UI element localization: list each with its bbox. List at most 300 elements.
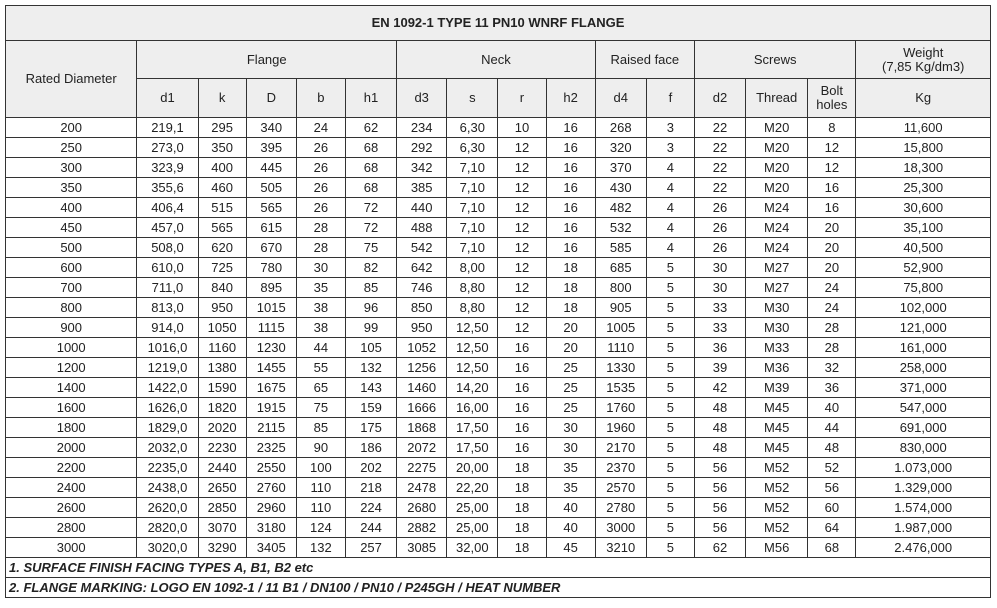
table-cell: 1868 <box>397 418 447 438</box>
table-cell: 610,0 <box>137 258 198 278</box>
table-cell: 121,000 <box>856 318 991 338</box>
table-cell: M20 <box>746 158 808 178</box>
table-cell: 35 <box>546 458 595 478</box>
table-cell: 18,300 <box>856 158 991 178</box>
table-cell: 36 <box>808 378 856 398</box>
table-cell: 14,20 <box>447 378 498 398</box>
flange-spec-sheet <box>5 5 991 598</box>
table-cell: 52,900 <box>856 258 991 278</box>
table-cell: 35 <box>546 478 595 498</box>
table-cell: 2370 <box>595 458 646 478</box>
table-cell: M30 <box>746 318 808 338</box>
table-cell: 1016,0 <box>137 338 198 358</box>
table-cell: 16 <box>546 158 595 178</box>
table-cell: 52 <box>808 458 856 478</box>
table-cell: 72 <box>345 218 396 238</box>
table-cell: 725 <box>198 258 246 278</box>
table-cell: 3290 <box>198 538 246 558</box>
rated-diameter-cell: 2600 <box>6 498 137 518</box>
table-cell: 16 <box>498 438 546 458</box>
rated-diameter-cell: 500 <box>6 238 137 258</box>
table-cell: 24 <box>296 118 345 138</box>
table-cell: 292 <box>397 138 447 158</box>
table-cell: 4 <box>646 218 694 238</box>
table-row <box>6 338 991 358</box>
table-cell: 35,100 <box>856 218 991 238</box>
column-header-bolt-holes: Bolt holes <box>808 79 856 118</box>
table-row <box>6 138 991 158</box>
table-cell: 2235,0 <box>137 458 198 478</box>
table-row <box>6 498 991 518</box>
table-cell: 7,10 <box>447 158 498 178</box>
table-cell: 3085 <box>397 538 447 558</box>
table-cell: 895 <box>246 278 296 298</box>
table-cell: 1590 <box>198 378 246 398</box>
table-cell: M20 <box>746 178 808 198</box>
table-cell: 85 <box>345 278 396 298</box>
table-cell: 4 <box>646 238 694 258</box>
table-cell: 1820 <box>198 398 246 418</box>
screws-group-header: Screws <box>694 41 855 79</box>
table-cell: 2072 <box>397 438 447 458</box>
table-cell: 32,00 <box>447 538 498 558</box>
table-row <box>6 418 991 438</box>
table-cell: 813,0 <box>137 298 198 318</box>
neck-group-header: Neck <box>397 41 596 79</box>
table-cell: 20 <box>808 238 856 258</box>
table-cell: 342 <box>397 158 447 178</box>
rated-diameter-cell: 250 <box>6 138 137 158</box>
table-cell: 22 <box>694 178 745 198</box>
column-header-row <box>6 79 991 118</box>
table-cell: 8,80 <box>447 298 498 318</box>
note-flange-marking: 2. FLANGE MARKING: LOGO EN 1092-1 / 11 B1 / DN100 / PN10 / P245GH / HEAT NUMBER <box>6 578 991 598</box>
column-header-s: s <box>447 79 498 118</box>
table-cell: 20,00 <box>447 458 498 478</box>
table-cell: M20 <box>746 138 808 158</box>
rated-diameter-cell: 1200 <box>6 358 137 378</box>
column-header-r: r <box>498 79 546 118</box>
table-cell: 26 <box>694 238 745 258</box>
table-row <box>6 398 991 418</box>
table-cell: 99 <box>345 318 396 338</box>
table-cell: 515 <box>198 198 246 218</box>
table-cell: 1230 <box>246 338 296 358</box>
table-cell: 25,300 <box>856 178 991 198</box>
table-cell: 565 <box>246 198 296 218</box>
table-cell: 30,600 <box>856 198 991 218</box>
table-cell: 1915 <box>246 398 296 418</box>
rated-diameter-cell: 1000 <box>6 338 137 358</box>
table-cell: 12,50 <box>447 318 498 338</box>
table-cell: 68 <box>345 158 396 178</box>
column-header-thread: Thread <box>746 79 808 118</box>
table-row <box>6 298 991 318</box>
table-cell: 1535 <box>595 378 646 398</box>
table-cell: 5 <box>646 418 694 438</box>
column-header-d2: d2 <box>694 79 745 118</box>
table-cell: 950 <box>198 298 246 318</box>
table-cell: 28 <box>296 238 345 258</box>
table-cell: 685 <box>595 258 646 278</box>
table-cell: M52 <box>746 458 808 478</box>
table-cell: 830,000 <box>856 438 991 458</box>
table-cell: 5 <box>646 278 694 298</box>
table-cell: 6,30 <box>447 118 498 138</box>
table-cell: 90 <box>296 438 345 458</box>
weight-header-density: (7,85 Kg/dm3) <box>882 58 965 74</box>
table-cell: 7,10 <box>447 218 498 238</box>
table-cell: 445 <box>246 158 296 178</box>
table-cell: 36 <box>694 338 745 358</box>
table-cell: 1460 <box>397 378 447 398</box>
table-cell: 1115 <box>246 318 296 338</box>
table-cell: 1626,0 <box>137 398 198 418</box>
table-row <box>6 478 991 498</box>
table-cell: M45 <box>746 398 808 418</box>
rated-diameter-cell: 900 <box>6 318 137 338</box>
table-cell: M24 <box>746 238 808 258</box>
table-cell: 68 <box>345 138 396 158</box>
table-body <box>6 118 991 558</box>
table-row <box>6 238 991 258</box>
table-cell: 12 <box>498 278 546 298</box>
table-cell: 850 <box>397 298 447 318</box>
table-cell: 30 <box>546 418 595 438</box>
table-cell: 5 <box>646 258 694 278</box>
table-cell: 48 <box>808 438 856 458</box>
table-cell: 2680 <box>397 498 447 518</box>
table-row <box>6 318 991 338</box>
table-title: EN 1092-1 TYPE 11 PN10 WNRF FLANGE <box>6 6 991 41</box>
table-cell: 840 <box>198 278 246 298</box>
table-cell: 30 <box>694 278 745 298</box>
table-cell: 30 <box>694 258 745 278</box>
table-cell: 7,10 <box>447 178 498 198</box>
table-cell: 16 <box>498 378 546 398</box>
table-cell: 355,6 <box>137 178 198 198</box>
table-cell: 35 <box>296 278 345 298</box>
table-row <box>6 518 991 538</box>
table-cell: 3070 <box>198 518 246 538</box>
table-cell: 68 <box>345 178 396 198</box>
table-cell: 18 <box>546 298 595 318</box>
table-cell: 5 <box>646 478 694 498</box>
table-cell: 68 <box>808 538 856 558</box>
table-cell: 12,50 <box>447 338 498 358</box>
table-cell: 5 <box>646 398 694 418</box>
table-cell: 55 <box>296 358 345 378</box>
table-cell: 24 <box>808 298 856 318</box>
table-cell: 60 <box>808 498 856 518</box>
table-cell: 780 <box>246 258 296 278</box>
table-cell: 8,00 <box>447 258 498 278</box>
table-cell: 1052 <box>397 338 447 358</box>
table-cell: 16 <box>498 358 546 378</box>
table-cell: 2780 <box>595 498 646 518</box>
table-cell: 642 <box>397 258 447 278</box>
raised-face-group-header: Raised face <box>595 41 694 79</box>
table-cell: 22 <box>694 118 745 138</box>
rated-diameter-cell: 400 <box>6 198 137 218</box>
table-cell: M52 <box>746 518 808 538</box>
table-cell: 18 <box>498 458 546 478</box>
table-cell: 56 <box>694 518 745 538</box>
table-cell: 3405 <box>246 538 296 558</box>
column-header-h1: h1 <box>345 79 396 118</box>
rated-diameter-cell: 2000 <box>6 438 137 458</box>
table-cell: 25,00 <box>447 498 498 518</box>
table-cell: M52 <box>746 478 808 498</box>
table-cell: 4 <box>646 178 694 198</box>
table-cell: 4 <box>646 158 694 178</box>
table-cell: 670 <box>246 238 296 258</box>
table-cell: 16 <box>498 338 546 358</box>
table-cell: 10 <box>498 118 546 138</box>
table-cell: 508,0 <box>137 238 198 258</box>
table-cell: 16,00 <box>447 398 498 418</box>
table-cell: 6,30 <box>447 138 498 158</box>
column-header-b: b <box>296 79 345 118</box>
table-row <box>6 258 991 278</box>
table-cell: 16 <box>546 198 595 218</box>
table-cell: 2650 <box>198 478 246 498</box>
table-cell: 56 <box>694 458 745 478</box>
table-cell: 15,800 <box>856 138 991 158</box>
table-cell: 56 <box>694 478 745 498</box>
rated-diameter-cell: 1600 <box>6 398 137 418</box>
table-row <box>6 458 991 478</box>
table-cell: 905 <box>595 298 646 318</box>
table-cell: 7,10 <box>447 198 498 218</box>
table-cell: 3180 <box>246 518 296 538</box>
table-cell: 56 <box>694 498 745 518</box>
table-cell: 20 <box>546 318 595 338</box>
table-cell: 2760 <box>246 478 296 498</box>
table-cell: 5 <box>646 458 694 478</box>
table-cell: 26 <box>694 198 745 218</box>
table-cell: 17,50 <box>447 418 498 438</box>
table-cell: M36 <box>746 358 808 378</box>
table-cell: 5 <box>646 298 694 318</box>
table-cell: 186 <box>345 438 396 458</box>
table-cell: 323,9 <box>137 158 198 178</box>
table-cell: 38 <box>296 298 345 318</box>
table-cell: 1015 <box>246 298 296 318</box>
table-cell: 30 <box>296 258 345 278</box>
table-cell: 12 <box>498 218 546 238</box>
table-cell: 547,000 <box>856 398 991 418</box>
table-cell: 28 <box>808 338 856 358</box>
table-cell: 159 <box>345 398 396 418</box>
table-cell: M20 <box>746 118 808 138</box>
table-cell: 2850 <box>198 498 246 518</box>
table-cell: 2230 <box>198 438 246 458</box>
table-cell: 258,000 <box>856 358 991 378</box>
rated-diameter-cell: 300 <box>6 158 137 178</box>
rated-diameter-header: Rated Diameter <box>6 41 137 118</box>
table-cell: 340 <box>246 118 296 138</box>
table-cell: 482 <box>595 198 646 218</box>
table-cell: M24 <box>746 198 808 218</box>
table-row <box>6 378 991 398</box>
table-row <box>6 118 991 138</box>
table-cell: 7,10 <box>447 238 498 258</box>
table-cell: 5 <box>646 378 694 398</box>
table-cell: 48 <box>694 418 745 438</box>
table-cell: 25 <box>546 378 595 398</box>
table-row <box>6 198 991 218</box>
table-cell: 2325 <box>246 438 296 458</box>
table-cell: M39 <box>746 378 808 398</box>
table-cell: 620 <box>198 238 246 258</box>
table-cell: 56 <box>808 478 856 498</box>
table-cell: 2115 <box>246 418 296 438</box>
table-cell: 45 <box>546 538 595 558</box>
table-cell: 62 <box>345 118 396 138</box>
table-cell: 1160 <box>198 338 246 358</box>
table-cell: 2438,0 <box>137 478 198 498</box>
rated-diameter-cell: 2200 <box>6 458 137 478</box>
table-cell: 2478 <box>397 478 447 498</box>
table-cell: 40 <box>546 518 595 538</box>
table-cell: 12 <box>498 318 546 338</box>
table-cell: 16 <box>546 138 595 158</box>
table-cell: 132 <box>296 538 345 558</box>
table-cell: 273,0 <box>137 138 198 158</box>
table-cell: 1455 <box>246 358 296 378</box>
table-cell: M45 <box>746 418 808 438</box>
table-cell: 2550 <box>246 458 296 478</box>
table-cell: 1960 <box>595 418 646 438</box>
table-cell: 691,000 <box>856 418 991 438</box>
rated-diameter-cell: 700 <box>6 278 137 298</box>
table-cell: 1666 <box>397 398 447 418</box>
table-cell: 5 <box>646 538 694 558</box>
table-cell: 12 <box>498 298 546 318</box>
table-cell: 16 <box>498 418 546 438</box>
table-cell: 12 <box>498 258 546 278</box>
table-cell: 3210 <box>595 538 646 558</box>
table-cell: 1422,0 <box>137 378 198 398</box>
table-cell: 350 <box>198 138 246 158</box>
table-cell: 75 <box>345 238 396 258</box>
table-cell: 1050 <box>198 318 246 338</box>
table-cell: 1330 <box>595 358 646 378</box>
column-header-k: k <box>198 79 246 118</box>
table-cell: 18 <box>498 478 546 498</box>
table-cell: 16 <box>546 238 595 258</box>
table-cell: 488 <box>397 218 447 238</box>
table-cell: 457,0 <box>137 218 198 238</box>
table-cell: 143 <box>345 378 396 398</box>
rated-diameter-cell: 350 <box>6 178 137 198</box>
table-row <box>6 218 991 238</box>
table-cell: 72 <box>345 198 396 218</box>
rated-diameter-cell: 3000 <box>6 538 137 558</box>
column-header-kg: Kg <box>856 79 991 118</box>
weight-header-label: Weight <box>903 44 944 60</box>
table-cell: 12 <box>498 138 546 158</box>
table-cell: 5 <box>646 438 694 458</box>
table-cell: 75 <box>296 398 345 418</box>
table-cell: M52 <box>746 498 808 518</box>
table-cell: 5 <box>646 318 694 338</box>
table-cell: 1.574,000 <box>856 498 991 518</box>
flange-dimension-table <box>5 5 991 598</box>
table-cell: M56 <box>746 538 808 558</box>
column-header-d1: d1 <box>137 79 198 118</box>
table-cell: 18 <box>546 258 595 278</box>
table-cell: 100 <box>296 458 345 478</box>
table-cell: M33 <box>746 338 808 358</box>
table-cell: 711,0 <box>137 278 198 298</box>
table-cell: 615 <box>246 218 296 238</box>
table-cell: 40 <box>808 398 856 418</box>
table-cell: 234 <box>397 118 447 138</box>
column-header-d: D <box>246 79 296 118</box>
table-cell: 62 <box>694 538 745 558</box>
table-cell: 1.987,000 <box>856 518 991 538</box>
table-cell: 400 <box>198 158 246 178</box>
table-cell: 385 <box>397 178 447 198</box>
table-cell: 102,000 <box>856 298 991 318</box>
table-cell: 42 <box>694 378 745 398</box>
table-cell: 2620,0 <box>137 498 198 518</box>
table-cell: 44 <box>296 338 345 358</box>
note-surface-finish: 1. SURFACE FINISH FACING TYPES A, B1, B2 etc <box>6 558 991 578</box>
table-cell: 110 <box>296 478 345 498</box>
table-cell: M45 <box>746 438 808 458</box>
table-cell: 1675 <box>246 378 296 398</box>
table-cell: 2020 <box>198 418 246 438</box>
table-cell: 532 <box>595 218 646 238</box>
table-cell: 395 <box>246 138 296 158</box>
table-cell: 371,000 <box>856 378 991 398</box>
table-cell: 48 <box>694 438 745 458</box>
table-cell: 2170 <box>595 438 646 458</box>
table-cell: 12 <box>498 158 546 178</box>
table-row <box>6 158 991 178</box>
table-cell: 2032,0 <box>137 438 198 458</box>
table-cell: 5 <box>646 338 694 358</box>
table-cell: 30 <box>546 438 595 458</box>
rated-diameter-cell: 1400 <box>6 378 137 398</box>
table-cell: M24 <box>746 218 808 238</box>
table-cell: 542 <box>397 238 447 258</box>
table-cell: 17,50 <box>447 438 498 458</box>
table-cell: 1219,0 <box>137 358 198 378</box>
table-cell: 2960 <box>246 498 296 518</box>
table-cell: 3000 <box>595 518 646 538</box>
weight-group-header <box>856 41 991 79</box>
table-cell: 16 <box>546 178 595 198</box>
table-cell: 22 <box>694 138 745 158</box>
table-cell: 12 <box>808 138 856 158</box>
rated-diameter-cell: 2800 <box>6 518 137 538</box>
table-cell: 132 <box>345 358 396 378</box>
table-cell: 22 <box>694 158 745 178</box>
table-cell: 40 <box>546 498 595 518</box>
table-cell: 585 <box>595 238 646 258</box>
table-cell: 25,00 <box>447 518 498 538</box>
table-cell: 460 <box>198 178 246 198</box>
table-cell: 20 <box>808 258 856 278</box>
table-cell: 320 <box>595 138 646 158</box>
table-row <box>6 278 991 298</box>
table-row <box>6 178 991 198</box>
table-header <box>6 6 991 118</box>
